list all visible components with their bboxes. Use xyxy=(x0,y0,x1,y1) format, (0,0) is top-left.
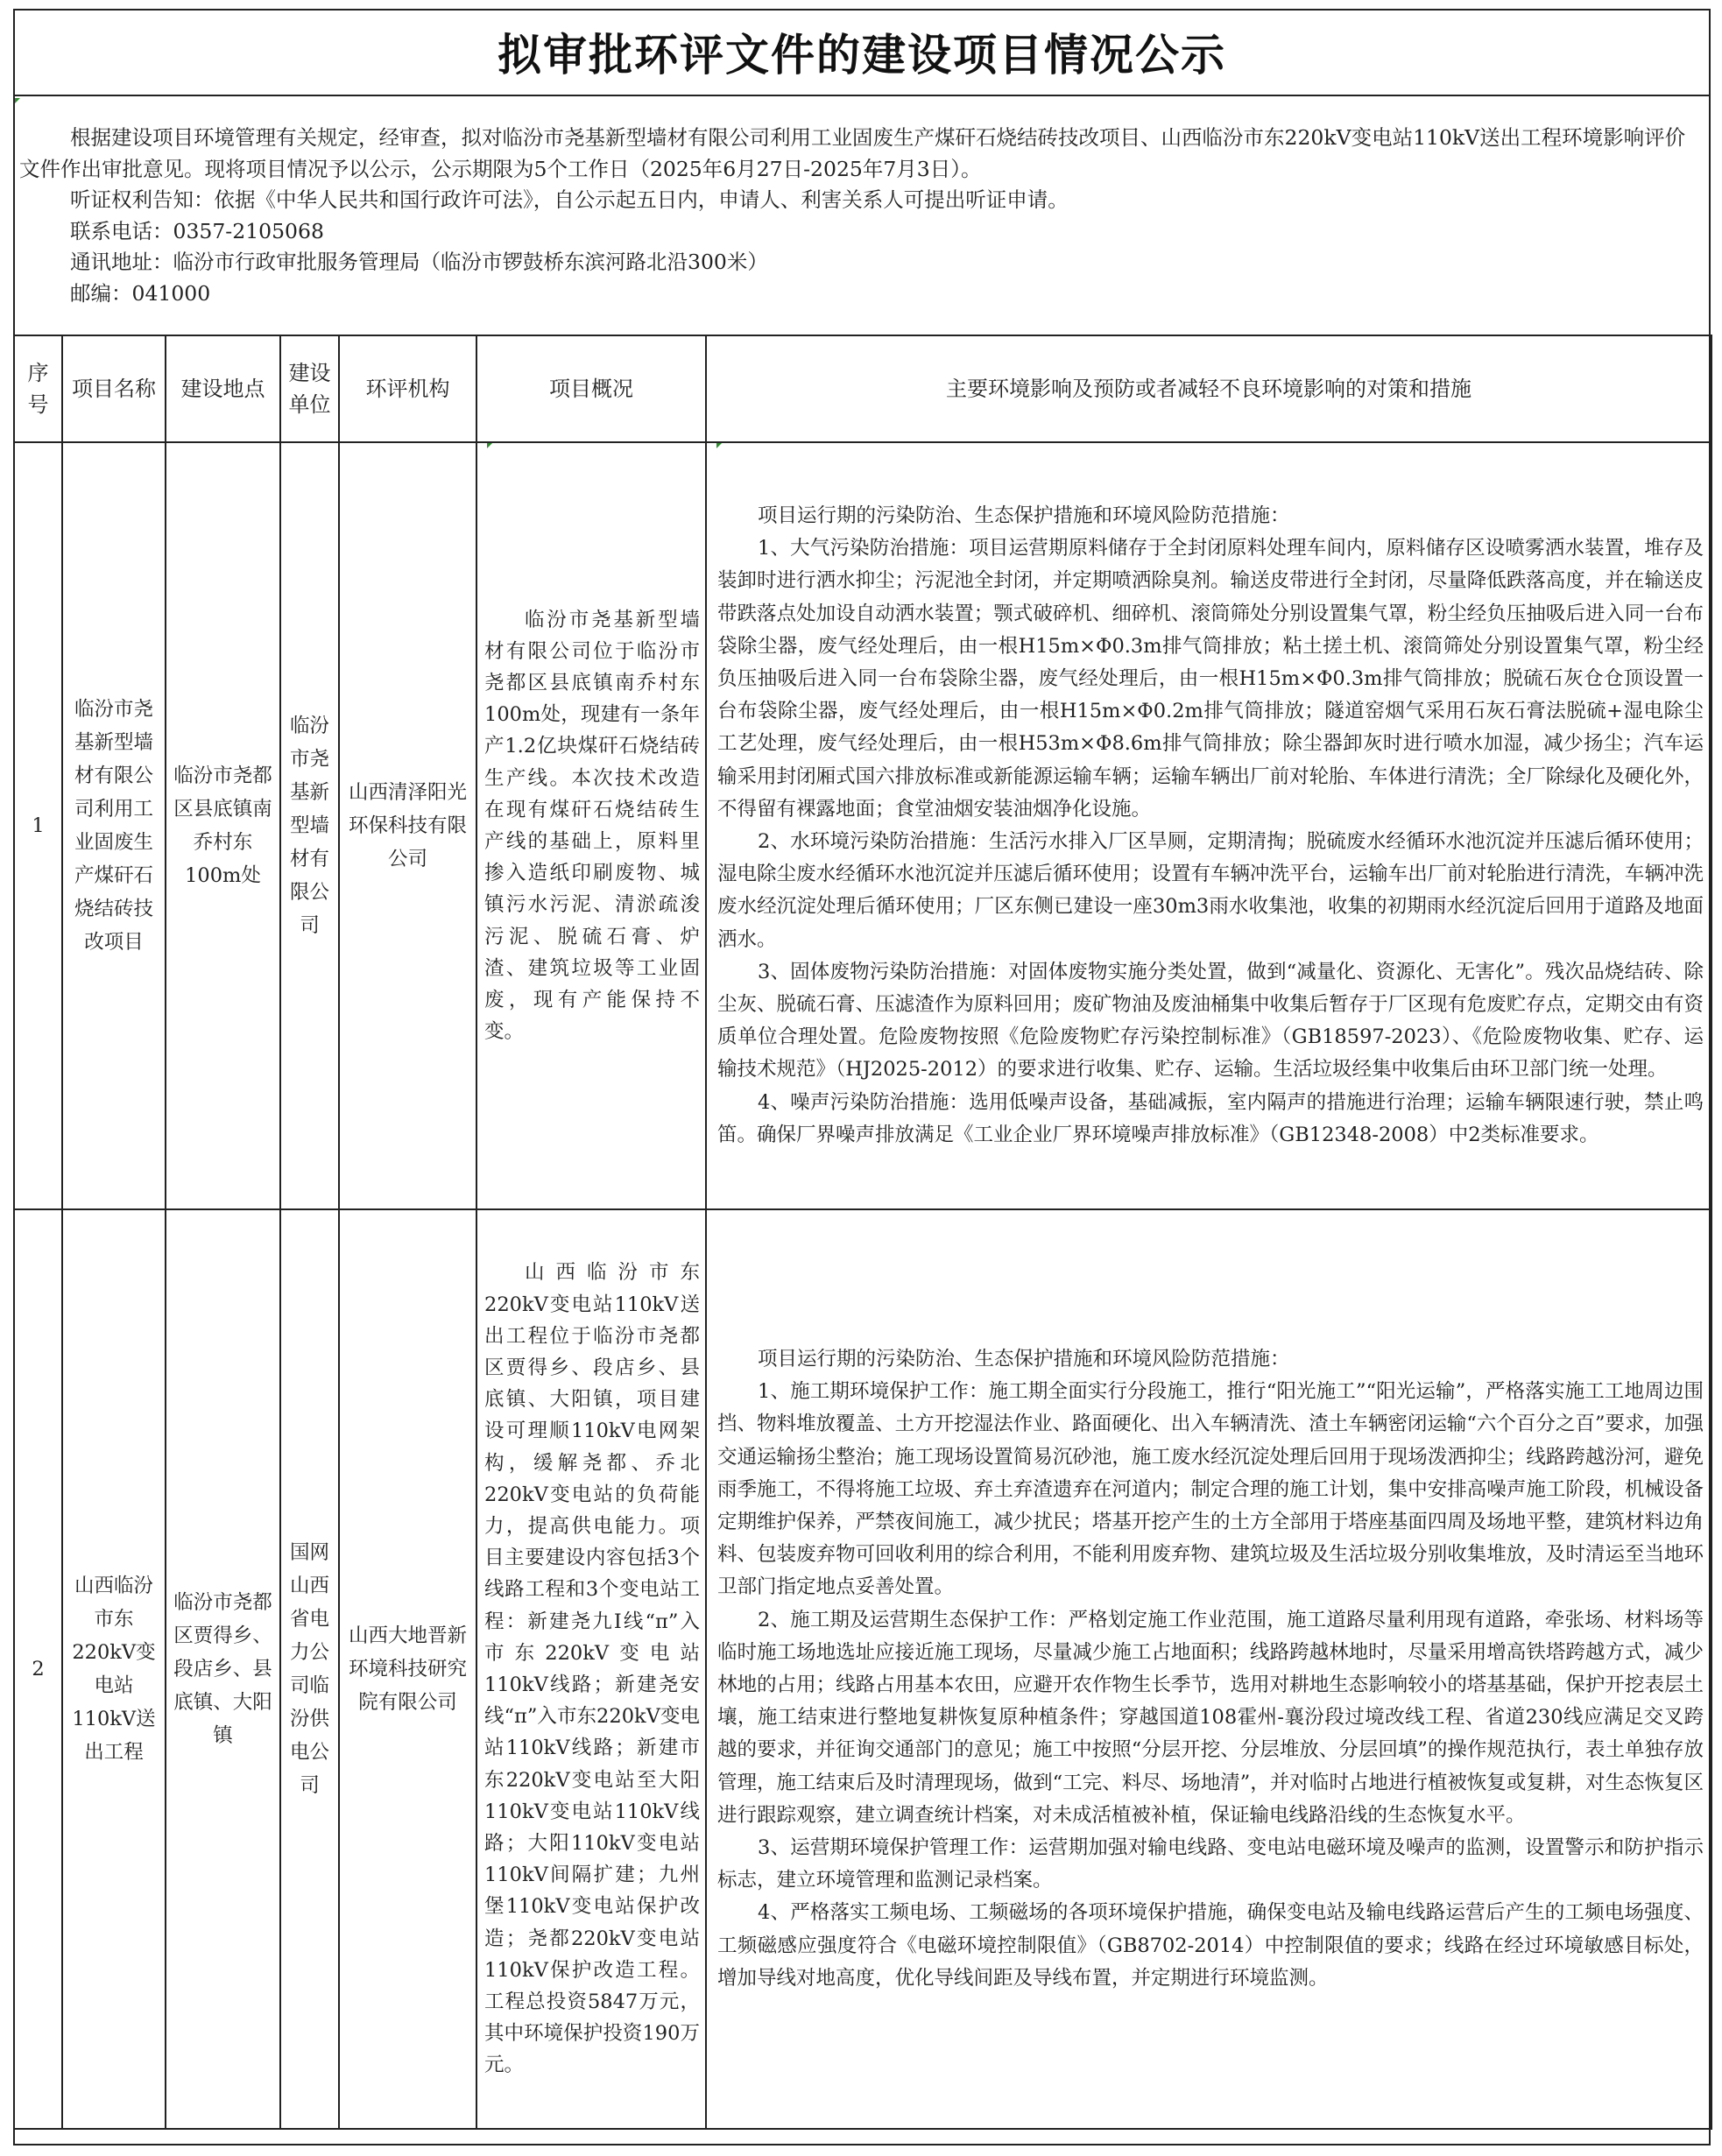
measure-item: 4、严格落实工频电场、工频磁场的各项环境保护措施，确保变电站及输电线路运营后产生的工频电场强度、工频磁感应强度符合《电磁环境控制限值》（GB8702-2014）中控制限值的要求；线路在经过环境敏感目标处，增加导线对地高度，优化导线间距及导线布置，并定期进行环境监测。 xyxy=(717,1901,1704,1990)
measure-item: 3、固体废物污染防治措施：对固体废物实施分类处置，做到“减量化、资源化、无害化”。残次品烧结砖、除尘灰、脱硫石膏、压滤渣作为原料回用；废矿物油及废油桶集中收集后暂存于厂区现有危废贮存点，定期交由有资质单位合理处置。危险废物按照《危险废物贮存污染控制标准》（GB18597-2023）、《危险废物收集、贮存、运输技术规范》（HJ2025-2012）的要求进行收集、贮存、运输。生活垃圾经集中收集后由环卫部门统一处理。 xyxy=(717,960,1704,1082)
table-header-row xyxy=(14,335,1711,442)
cell-measures xyxy=(706,442,1711,1209)
measure-item: 2、施工期及运营期生态保护工作：严格划定施工作业范围，施工道路尽量利用现有道路，牵张场、材料场等临时施工场地选址应接近施工现场，尽量减少施工占地面积；线路跨越林地时，尽量采用增高铁塔跨越方式，减少林地的占用；线路占用基本农田，应避开农作物生长季节，选用对耕地生态影响较小的塔基基础，保护开挖表层土壤，施工结束进行整地复耕恢复原种植条件；穿越国道108霍州-襄汾段过境改线工程、省道230线应满足交叉跨越的要求，并征询交通部门的意见；施工中按照“分层开挖、分层堆放、分层回填”的操作规范执行，表土单独存放管理，施工结束后及时清理现场，做到“工完、料尽、场地清”，并对临时占地进行植被恢复或复耕，对生态恢复区进行跟踪观察，建立调查统计档案，对未成活植被补植，保证输电线路沿线的生态恢复水平。 xyxy=(717,1608,1704,1827)
measure-item: 4、噪声污染防治措施：选用低噪声设备，基础减振，室内隔声的措施进行治理；运输车辆限速行驶，禁止鸣笛。确保厂界噪声排放满足《工业企业厂界环境噪声排放标准》（GB12348-2008）中2类标准要求。 xyxy=(717,1090,1704,1146)
contact-phone: 联系电话：0357-2105068 xyxy=(70,218,324,243)
postcode: 邮编：041000 xyxy=(70,280,211,306)
cell-project-name: 山西临汾市东220kV变电站110kV送出工程 xyxy=(62,1209,166,2129)
cell-marker-icon xyxy=(716,443,722,448)
table-row xyxy=(14,1209,1711,2129)
cell-marker-icon xyxy=(15,98,20,103)
overview-text: 山西临汾市东220kV变电站110kV送出工程位于临汾市尧都区贾得乡、段店乡、县底镇、大阳镇，项目建设可理顺110kV电网架构，缓解尧都、乔北220kV变电站的负荷能力，提高供电能力。项目主要建设内容包括3个线路工程和3个变电站工程：新建尧九Ⅰ线“π”入市东220kV变电站110kV线路；新建尧安线“π”入市东220kV变电站110kV线路；新建市东220kV变电站至大阳110kV变电站110kV线路；大阳110kV变电站110kV间隔扩建；九州堡110kV变电站保护改造；尧都220kV变电站110kV保护改造工程。工程总投资5847万元，其中环境保护投资190万元。 xyxy=(484,1261,700,2077)
measure-item: 2、水环境污染防治措施：生活污水排入厂区旱厕，定期清掏；脱硫废水经循环水池沉淀并压滤后循环使用；湿电除尘废水经循环水池沉淀并压滤后循环使用；设置有车辆冲洗平台，运输车出厂前对轮胎进行清洗，车辆冲洗废水经沉淀处理后循环使用；厂区东侧已建设一座30m3雨水收集池，收集的初期雨水经沉淀后回用于道路及地面洒水。 xyxy=(717,830,1704,951)
page-title: 拟审批环评文件的建设项目情况公示 xyxy=(498,29,1226,81)
projects-table xyxy=(13,335,1712,2130)
cell-location: 临汾市尧都区县底镇南乔村东100m处 xyxy=(166,442,280,1209)
intro-section xyxy=(19,123,1705,333)
header-name: 项目名称 xyxy=(62,335,166,442)
title-row xyxy=(13,9,1711,96)
header-unit: 建设单位 xyxy=(280,335,339,442)
cell-measures xyxy=(706,1209,1711,2129)
cell-project-name: 临汾市尧基新型墙材有限公司利用工业固废生产煤矸石烧结砖技改项目 xyxy=(62,442,166,1209)
cell-unit: 临汾市尧基新型墙材有限公司 xyxy=(280,442,339,1209)
header-seq: 序号 xyxy=(14,335,62,442)
cell-marker-icon xyxy=(487,443,492,448)
cell-seq: 2 xyxy=(14,1209,62,2129)
measure-item: 3、运营期环境保护管理工作：运营期加强对输电线路、变电站电磁环境及噪声的监测，设置警示和防护指示标志，建立环境管理和监测记录档案。 xyxy=(717,1836,1704,1892)
cell-overview xyxy=(476,442,706,1209)
cell-seq: 1 xyxy=(14,442,62,1209)
measure-item: 1、施工期环境保护工作：施工期全面实行分段施工，推行“阳光施工”“阳光运输”，严格落实施工工地周边围挡、物料堆放覆盖、土方开挖湿法作业、路面硬化、出入车辆清洗、渣土车辆密闭运输“六个百分之百”要求，加强交通运输扬尘整治；施工现场设置简易沉砂池，施工废水经沉淀处理后回用于现场泼洒抑尘；线路跨越汾河，避免雨季施工，不得将施工垃圾、弃土弃渣遗弃在河道内；制定合理的施工计划，集中安排高噪声施工阶段，机械设备定期维护保养，严禁夜间施工，减少扰民；塔基开挖产生的土方全部用于塔座基面四周及场地平整，建筑材料边角料、包装废弃物可回收利用的综合利用，不能利用废弃物、建筑垃圾及生活垃圾分别收集堆放，及时清运至当地环卫部门指定地点妥善处置。 xyxy=(717,1380,1704,1599)
measure-item: 1、大气污染防治措施：项目运营期原料储存于全封闭原料处理车间内，原料储存区设喷雾洒水装置，堆存及装卸时进行洒水抑尘；污泥池全封闭，并定期喷洒除臭剂。输送皮带进行全封闭，尽量降低跌落高度，并在输送皮带跌落点处加设自动洒水装置；颚式破碎机、细碎机、滚筒筛处分别设置集气罩，粉尘经负压抽吸后进入同一台布袋除尘器，废气经处理后，由一根H15m×Φ0.3m排气筒排放；粘土搓土机、滚筒筛处分别设置集气罩，粉尘经负压抽吸后进入同一台布袋除尘器，废气经处理后，由一根H15m×Φ0.3m排气筒排放；脱硫石灰仓仓顶设置一台布袋除尘器，废气经处理后，由一根H15m×Φ0.2m排气筒排放；隧道窑烟气采用石灰石膏法脱硫+湿电除尘工艺处理，废气经处理后，由一根H53m×Φ8.6m排气筒排放；除尘器卸灰时进行喷水加湿，减少扬尘；汽车运输采用封闭厢式国六排放标准或新能源运输车辆；运输车辆出厂前对轮胎、车体进行清洗；全厂除绿化及硬化外，不得留有裸露地面；食堂油烟安装油烟净化设施。 xyxy=(717,537,1704,821)
measures-intro: 项目运行期的污染防治、生态保护措施和环境风险防范措施： xyxy=(758,504,1290,527)
table-row xyxy=(14,442,1711,1209)
contact-address: 通讯地址：临汾市行政审批服务管理局（临汾市锣鼓桥东滨河路北沿300米） xyxy=(70,250,768,274)
measures-intro: 项目运行期的污染防治、生态保护措施和环境风险防范措施： xyxy=(758,1347,1290,1370)
cell-location: 临汾市尧都区贾得乡、段店乡、县底镇、大阳镇 xyxy=(166,1209,280,2129)
overview-text: 临汾市尧基新型墙材有限公司位于临汾市尧都区县底镇南乔村东100m处，现建有一条年产1.2亿块煤矸石烧结砖生产线。本次技术改造在现有煤矸石烧结砖生产线的基础上，原料里掺入造纸印刷废物、城镇污水污泥、清淤疏浚污泥、脱硫石膏、炉渣、建筑垃圾等工业固废，现有产能保持不变。 xyxy=(484,608,700,1044)
header-measures: 主要环境影响及预防或者减轻不良环境影响的对策和措施 xyxy=(706,335,1711,442)
cell-unit: 国网山西省电力公司临汾供电公司 xyxy=(280,1209,339,2129)
cell-overview xyxy=(476,1209,706,2129)
hearing-notice: 听证权利告知：依据《中华人民共和国行政许可法》，自公示起五日内，申请人、利害关系人可提出听证申请。 xyxy=(70,187,1069,212)
intro-paragraph: 根据建设项目环境管理有关规定，经审查，拟对临汾市尧基新型墙材有限公司利用工业固废生产煤矸石烧结砖技改项目、山西临汾市东220kV变电站110kV送出工程环境影响评价文件作出审批意见。现将项目情况予以公示，公示期限为5个工作日（2025年6月27日-2025年7月3日）。 xyxy=(19,125,1686,181)
header-location: 建设地点 xyxy=(166,335,280,442)
cell-agency: 山西大地晋新环境科技研究院有限公司 xyxy=(339,1209,476,2129)
cell-agency: 山西清泽阳光环保科技有限公司 xyxy=(339,442,476,1209)
header-agency: 环评机构 xyxy=(339,335,476,442)
header-overview: 项目概况 xyxy=(476,335,706,442)
